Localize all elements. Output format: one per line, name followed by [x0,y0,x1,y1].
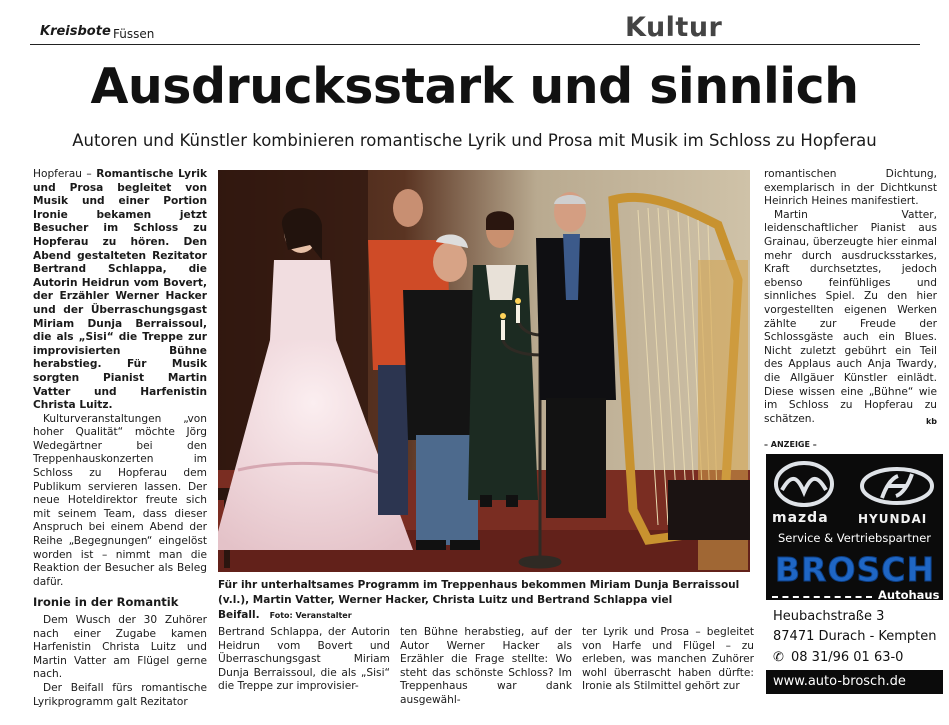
phone-icon: ✆ [773,650,784,665]
article-photo [218,170,750,572]
ad-label: – ANZEIGE – [764,440,817,449]
headline: Ausdrucksstark und sinnlich [90,58,859,115]
article-column-3: ten Bühne herabstieg, auf der Autor Werner Hacker als Erzähler die Frage stellte: Wo steht das schönste Schloss? Im Treppenhaus war dank ausgewähl- [400,626,572,706]
caption-text: Für ihr unterhaltsames Programm im Treppenhaus bekommen Miriam Dunja Berraissoul (v.l.), Martin Vatter, Werner Hacker, Christa Luitz und Bertrand Schlappa viel Beifall. [218,579,740,621]
paragraph: Dem Wusch der 30 Zuhörer nach einer Zugabe kamen Harfenistin Christa Luitz und Martin Vatter am Flügel gerne nach. [33,614,207,681]
publication-name: Kreisbote [40,24,111,39]
subheading: Ironie in der Romantik [33,595,179,610]
website: www.auto-brosch.de [773,674,906,689]
dash-line [772,596,872,598]
photo-illustration [218,170,750,572]
person-bertrand-schlappa [536,192,616,518]
article-column-5 [764,168,937,428]
article-column-4: ter Lyrik und Prosa – begleitet von Harfe und Flügel – zu erleben, was manchen Zuhörer wohl überrascht haben dürfte: Ironie als Stilmittel gehört zur [582,626,754,693]
article-column-1 [33,168,207,709]
photo-credit: Foto: Veranstalter [269,611,352,620]
hyundai-logo-icon [858,466,936,506]
subheadline: Autoren und Künstler kombinieren romantische Lyrik und Prosa mit Musik im Schloss zu Hopferau [72,131,877,150]
company-logo: BROSCH [774,550,936,589]
address-street: Heubachstraße 3 [773,609,885,624]
service-line: Service & Vertriebspartner [777,531,932,545]
address-city: 87471 Durach - Kempten [773,629,937,644]
lead-text: Romantische Lyrik und Prosa begleitet von Musik und einer Portion Ironie bekamen jetzt Besucher im Schloss zu Hopferau zu hören. Den Abend gestalteten Rezitator Bertrand Schlappa, die Autorin Heidrun vom Bovert, der Erzähler Werner Hacker und der Überraschungsgast Miriam Dunja Berraissoul, die als „Sisi“ die Treppe zur improvisierten Bühne herabstieg. Für Musik sorgten Pianist Martin Vatter und Harfenistin Christa Luitz. [33,168,207,412]
lead-paragraph [33,168,207,413]
paragraph-text: Martin Vatter, leidenschaftlicher Pianist aus Grainau, überzeugte hier einmal mehr durch ausdrucksstarkes, Kraft durchsetztes, jedoch ebenso feinfühliges und sinnliches Spiel. Zu den hier vorgestellten eigenen Werken zählte zur Freude der Schlossgäste auch ein Blues. Nicht zuletzt gebührt ein Teil des Applaus auch Anja Twardy, die Allgäuer Künstler einlädt. Diese wissen eine „Bühne“ wie im Schloss zu Hopferau zu schätzen. [764,208,937,425]
mazda-wordmark: mazda [772,510,829,526]
article-column-2: Bertrand Schlappa, der Autorin Heidrun vom Bovert und Überraschungsgast Miriam Dunja Berraissoul, die als „Sisi“ die Treppe zur improvisier- [218,626,390,693]
photo-caption [218,578,750,623]
paragraph: Kulturveranstaltungen „von hoher Qualität“ möchte Jörg Wedegärtner bei den Treppenhauskonzerten im Schloss zu Hopferau dem Publikum servieren lassen. Der neue Hoteldirektor freute sich mit seinem Team, dass dieser Anspruch bei einem Abend der Reihe „Begegnungen“ eingelöst worden ist – nimmt man die Reaktion der Besucher als Beleg dafür. [33,412,207,588]
author-initials: kb [925,416,937,426]
company-sub: Autohaus [878,588,940,602]
paragraph: Der Beifall fürs romantische Lyrikprogramm galt Rezitator [33,681,207,708]
mazda-logo-icon [772,460,837,508]
publication-place: Füssen [113,27,155,41]
paragraph [764,209,937,427]
section-title: Kultur [625,12,723,43]
paragraph: romantischen Dichtung, exemplarisch in der Dichtkunst Heinrich Heines manifestiert. [764,168,937,208]
lead-place: Hopferau – [33,168,92,180]
phone-number: 08 31/96 01 63-0 [791,650,904,665]
hyundai-wordmark: HYUNDAI [858,512,928,526]
header-rule [30,44,920,45]
